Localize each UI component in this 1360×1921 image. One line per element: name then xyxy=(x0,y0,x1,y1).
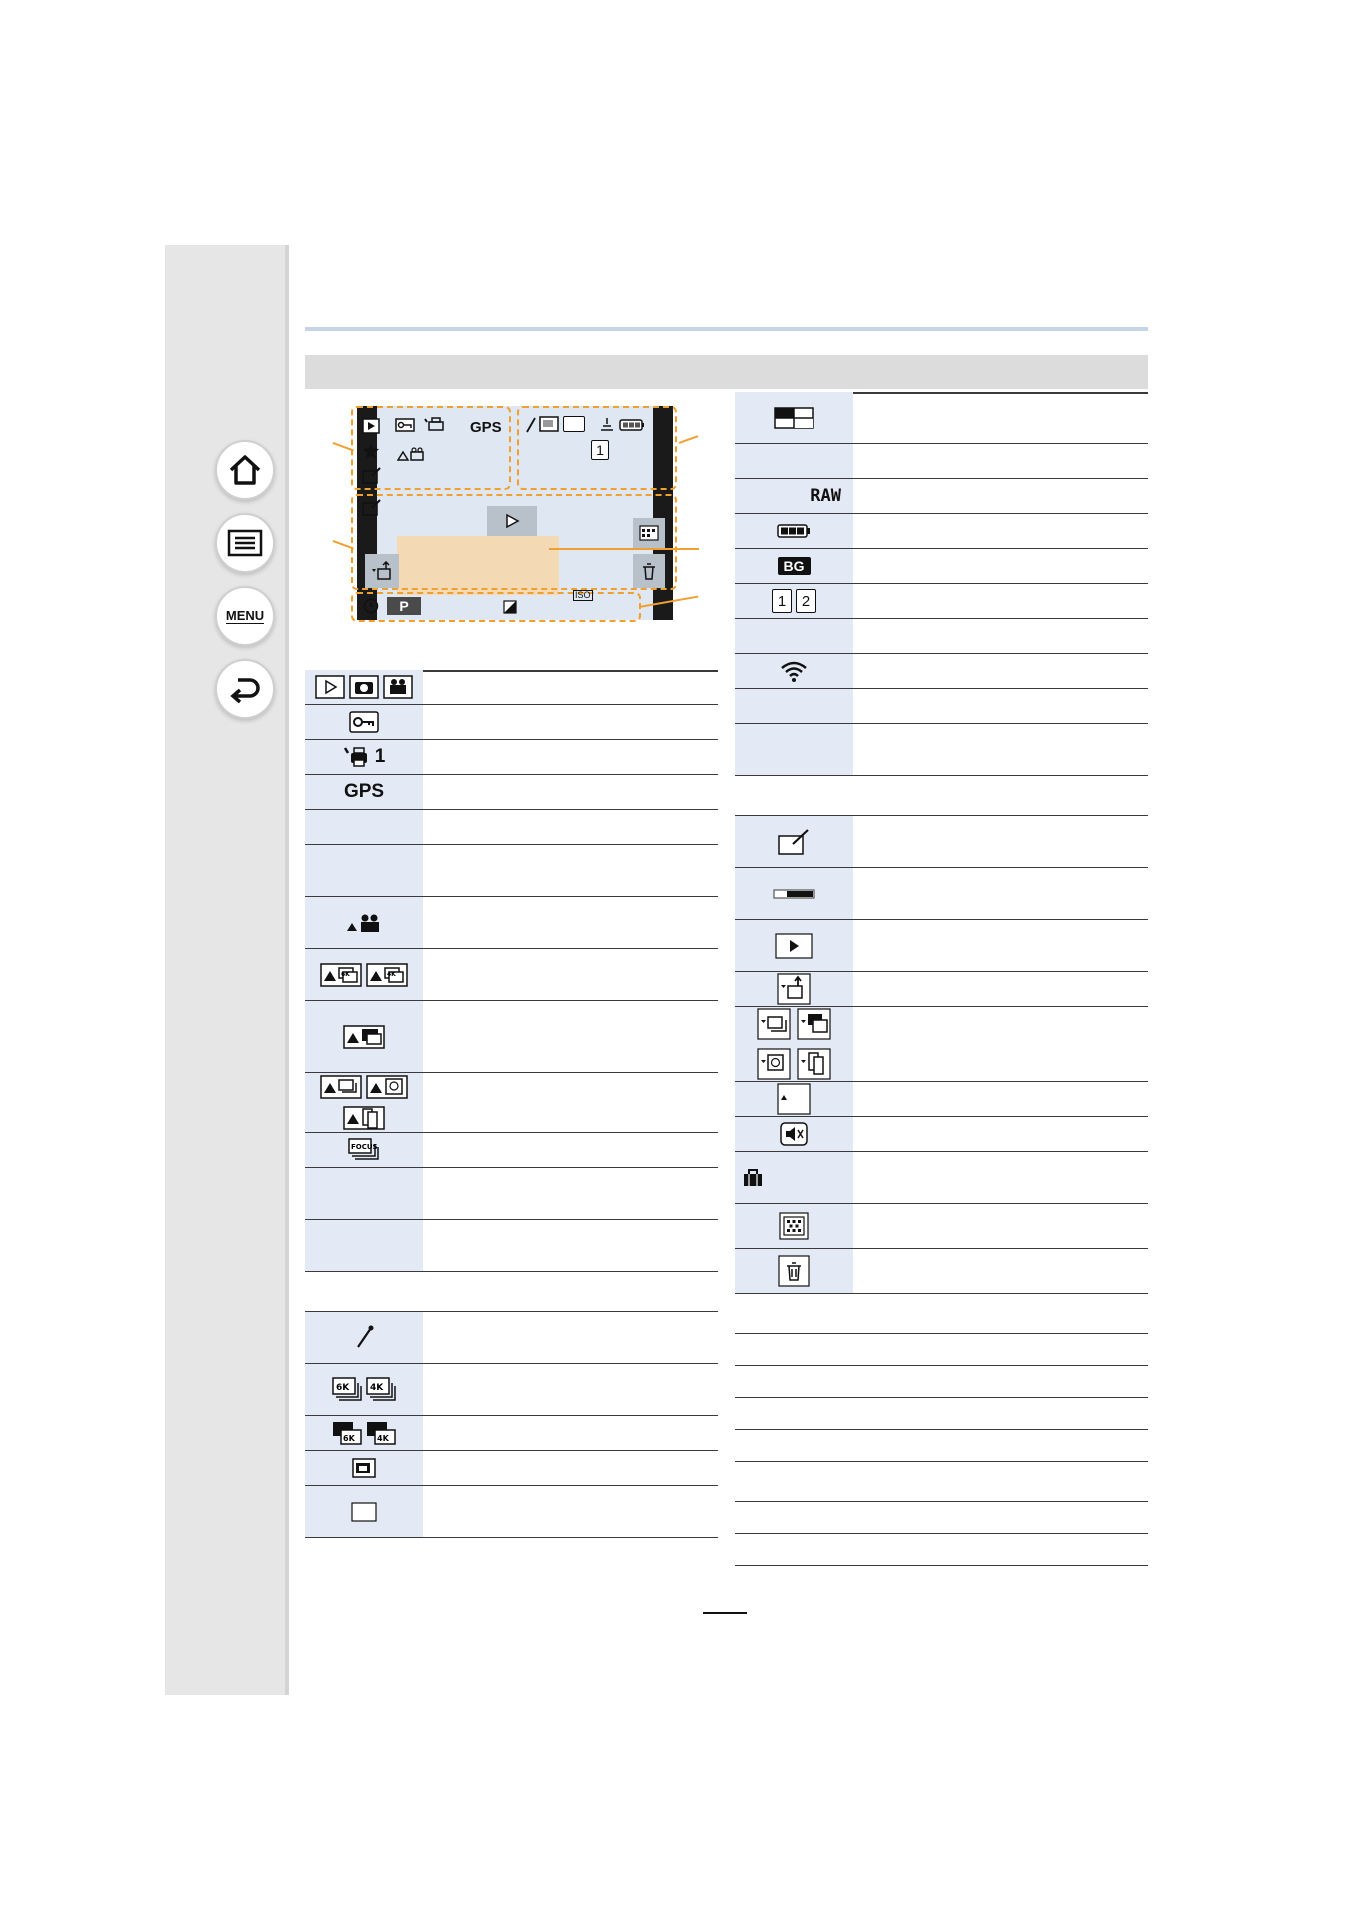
description-cell xyxy=(423,1220,718,1271)
group-save-button[interactable] xyxy=(365,554,399,588)
table-row xyxy=(735,972,1148,1007)
table-row xyxy=(735,1249,1148,1294)
gps-label: GPS xyxy=(343,781,385,802)
video-group-icon xyxy=(345,913,383,933)
description-cell xyxy=(423,1451,718,1485)
icon-cell xyxy=(305,1133,423,1167)
table-row xyxy=(305,1416,718,1451)
play-icon xyxy=(775,933,813,959)
section-header-bar xyxy=(305,355,1148,389)
icon-cell xyxy=(735,920,853,971)
stylus-icon xyxy=(353,1325,375,1351)
sd-card-icon xyxy=(599,416,615,432)
icon-cell xyxy=(305,845,423,896)
icon-cell xyxy=(305,740,423,774)
svg-text:6K: 6K xyxy=(341,970,350,978)
description-cell xyxy=(853,1152,1148,1203)
interval-save-icon xyxy=(757,1048,791,1080)
table-row xyxy=(735,584,1148,619)
description-cell xyxy=(853,619,1148,653)
table-row xyxy=(735,549,1148,584)
icon-cell xyxy=(305,1451,423,1485)
icon-cell xyxy=(305,897,423,948)
icon-cell xyxy=(735,1462,853,1501)
play-icon xyxy=(504,513,520,529)
trash-icon xyxy=(641,561,657,581)
suitcase-icon xyxy=(743,1169,763,1187)
icon-cell xyxy=(305,1486,423,1537)
description-cell xyxy=(853,549,1148,583)
table-row xyxy=(305,949,718,1001)
icon-cell xyxy=(735,689,853,723)
description-cell xyxy=(423,1312,718,1363)
icon-cell xyxy=(735,1398,853,1429)
description-cell xyxy=(853,1082,1148,1116)
icon-cell xyxy=(735,514,853,548)
return-arrow-icon xyxy=(228,674,262,704)
table-row xyxy=(305,1486,718,1538)
table-row xyxy=(305,1220,718,1272)
contents-button[interactable] xyxy=(215,513,275,573)
post-focus-group-icon xyxy=(343,1025,385,1049)
table-row xyxy=(305,1001,718,1073)
table-row xyxy=(735,1152,1148,1204)
description-cell xyxy=(853,1534,1148,1565)
edit-frame-icon xyxy=(777,828,811,856)
icon-cell xyxy=(735,1204,853,1248)
table-row xyxy=(735,724,1148,776)
icon-cell xyxy=(305,1001,423,1072)
table-row xyxy=(735,1204,1148,1249)
description-cell xyxy=(853,689,1148,723)
description-cell xyxy=(423,1168,718,1219)
page-number-rule xyxy=(703,1612,747,1614)
grid-view-icon xyxy=(639,525,659,541)
table-row xyxy=(735,689,1148,724)
6k-clip-icon xyxy=(332,1421,362,1445)
trash-icon xyxy=(778,1255,810,1287)
edit-frame-icon xyxy=(362,466,382,484)
description-cell xyxy=(853,972,1148,1006)
menu-label: MENU xyxy=(225,607,265,623)
icon-cell xyxy=(735,1294,853,1333)
picture-in-picture-icon xyxy=(539,416,559,432)
icon-cell xyxy=(735,1152,853,1203)
description-cell xyxy=(853,724,1148,775)
bg-badge-icon: BG xyxy=(778,557,811,575)
burst-save-icon xyxy=(757,1008,791,1040)
svg-text:4K: 4K xyxy=(377,1434,389,1443)
left-table xyxy=(305,670,718,1550)
screen-diagram xyxy=(357,406,673,620)
description-cell xyxy=(423,949,718,1000)
table-row xyxy=(735,1430,1148,1462)
table-row xyxy=(735,619,1148,654)
table-row xyxy=(735,1117,1148,1152)
table-row xyxy=(305,1272,718,1312)
table-row xyxy=(305,1168,718,1220)
table-row xyxy=(735,1007,1148,1082)
icon-cell xyxy=(305,670,423,704)
description-cell xyxy=(423,810,718,844)
grid-view-button[interactable] xyxy=(633,518,665,548)
battery-icon xyxy=(619,418,645,432)
burst-group-icon xyxy=(320,1075,362,1099)
icon-cell xyxy=(735,1366,853,1397)
print-count-value: 1 xyxy=(374,746,386,767)
icon-cell xyxy=(305,949,423,1000)
table-row xyxy=(305,1133,718,1168)
print-count-icon xyxy=(343,745,371,769)
timer-icon xyxy=(363,598,379,614)
icon-cell xyxy=(735,392,853,443)
home-icon xyxy=(227,453,263,487)
description-cell xyxy=(423,775,718,809)
icon-cell xyxy=(735,1117,853,1151)
video-icon xyxy=(383,675,413,699)
wifi-icon xyxy=(779,659,809,683)
icon-cell xyxy=(305,1073,423,1132)
stylus-icon xyxy=(525,416,537,434)
description-cell xyxy=(853,392,1148,443)
description-cell xyxy=(423,1416,718,1450)
menu-button[interactable] xyxy=(215,586,275,646)
description-cell xyxy=(853,1204,1148,1248)
svg-text:6K: 6K xyxy=(336,1382,350,1393)
blank-frame-icon xyxy=(351,1502,377,1522)
small-triangle-icon xyxy=(777,1083,811,1115)
description-cell xyxy=(853,444,1148,478)
description-cell xyxy=(853,1462,1148,1501)
description-cell xyxy=(423,897,718,948)
description-cell xyxy=(423,1364,718,1415)
icon-cell xyxy=(735,654,853,688)
4k-clip-icon xyxy=(366,1421,396,1445)
grid-view-icon xyxy=(779,1212,809,1240)
trash-button[interactable] xyxy=(633,554,665,588)
icon-cell xyxy=(735,479,853,513)
icon-cell xyxy=(305,1168,423,1219)
battery-icon xyxy=(777,523,811,539)
table-row xyxy=(305,740,718,775)
icon-cell xyxy=(735,868,853,919)
description-cell xyxy=(423,1001,718,1072)
table-row xyxy=(305,670,718,705)
table-row xyxy=(735,1334,1148,1366)
icon-cell xyxy=(735,776,853,815)
table-row xyxy=(735,479,1148,514)
icon-cell xyxy=(735,1249,853,1293)
icon-cell xyxy=(735,1502,853,1533)
svg-text:FOCUS: FOCUS xyxy=(351,1143,378,1151)
svg-text:4K: 4K xyxy=(387,970,396,978)
video-group-icon xyxy=(397,446,427,462)
description-cell xyxy=(853,1398,1148,1429)
table-row xyxy=(305,1364,718,1416)
header-rule xyxy=(305,327,1148,331)
list-icon xyxy=(227,529,263,557)
description-cell xyxy=(423,1272,718,1311)
interval-group-icon xyxy=(366,1075,408,1099)
description-cell xyxy=(853,1366,1148,1397)
card-number: 1 xyxy=(591,440,609,460)
table-row xyxy=(735,1462,1148,1502)
description-cell xyxy=(423,1073,718,1132)
aspect-split-icon xyxy=(774,407,814,429)
icon-cell xyxy=(735,972,853,1006)
icon-cell xyxy=(305,810,423,844)
sidebar xyxy=(165,245,289,1695)
description-cell xyxy=(853,920,1148,971)
description-cell xyxy=(853,1430,1148,1461)
description-cell xyxy=(853,1502,1148,1533)
description-cell xyxy=(853,514,1148,548)
svg-text:6K: 6K xyxy=(343,1434,355,1443)
icon-cell xyxy=(735,444,853,478)
icon-cell xyxy=(305,705,423,739)
table-row xyxy=(305,705,718,740)
description-cell xyxy=(853,816,1148,867)
description-cell xyxy=(853,1334,1148,1365)
description-cell xyxy=(853,1249,1148,1293)
mute-icon xyxy=(780,1122,808,1146)
6k-photo-icon xyxy=(332,1377,362,1403)
icon-cell xyxy=(735,724,853,775)
group-save-icon xyxy=(777,973,811,1005)
edit-frame-icon xyxy=(362,498,382,516)
icon-cell xyxy=(305,775,423,809)
icon-cell xyxy=(735,1007,853,1081)
back-button[interactable] xyxy=(215,659,275,719)
table-row xyxy=(735,1082,1148,1117)
description-cell xyxy=(423,1133,718,1167)
table-row xyxy=(735,816,1148,868)
description-cell xyxy=(853,584,1148,618)
icon-cell xyxy=(305,1272,423,1311)
icon-cell xyxy=(735,619,853,653)
focus-stack-icon xyxy=(348,1138,380,1162)
photo-icon xyxy=(349,675,379,699)
svg-text:4K: 4K xyxy=(370,1382,384,1393)
6k-save-icon xyxy=(797,1008,831,1040)
description-cell xyxy=(853,1117,1148,1151)
table-row xyxy=(735,868,1148,920)
icon-cell xyxy=(735,584,853,618)
icon-cell xyxy=(735,1082,853,1116)
icon-cell xyxy=(305,1312,423,1363)
table-row xyxy=(735,514,1148,549)
stopmotion-save-icon xyxy=(797,1048,831,1080)
table-row xyxy=(735,1534,1148,1566)
screen-gps-label: GPS xyxy=(470,419,502,436)
description-cell xyxy=(423,1486,718,1537)
table-row xyxy=(735,1398,1148,1430)
table-row xyxy=(305,897,718,949)
description-cell xyxy=(423,740,718,774)
leader-line-4 xyxy=(549,548,699,550)
description-cell xyxy=(423,670,718,704)
table-row xyxy=(735,392,1148,444)
description-cell xyxy=(423,705,718,739)
6k-burst-group-icon xyxy=(320,963,362,987)
4k-burst-group-icon xyxy=(366,963,408,987)
icon-cell xyxy=(735,1430,853,1461)
favorite-star-icon xyxy=(362,442,380,460)
description-cell xyxy=(853,1007,1148,1081)
icon-cell xyxy=(305,1220,423,1271)
description-cell xyxy=(853,868,1148,919)
play-mode-icon xyxy=(315,675,345,699)
table-row xyxy=(735,1294,1148,1334)
print-count-icon xyxy=(423,416,447,434)
table-row xyxy=(735,1366,1148,1398)
table-row xyxy=(305,1312,718,1364)
table-row xyxy=(305,1073,718,1133)
iso-label: ISO xyxy=(575,590,591,600)
picture-in-picture-icon xyxy=(352,1458,376,1478)
description-cell xyxy=(423,845,718,896)
group-save-icon xyxy=(370,561,394,581)
table-row xyxy=(735,776,1148,816)
table-row xyxy=(305,845,718,897)
protect-key-icon xyxy=(395,418,415,432)
mode-p-badge: P xyxy=(387,597,421,615)
protect-key-icon xyxy=(349,711,379,733)
card-slot-icon: 2 xyxy=(796,589,816,613)
description-cell xyxy=(853,1294,1148,1333)
table-row xyxy=(305,775,718,810)
leader-line-3 xyxy=(679,435,698,443)
table-row xyxy=(305,810,718,845)
description-cell xyxy=(853,776,1148,815)
description-cell xyxy=(853,654,1148,688)
exposure-comp-icon xyxy=(503,600,521,614)
icon-cell xyxy=(305,1364,423,1415)
table-row xyxy=(735,1502,1148,1534)
play-mode-icon xyxy=(362,418,380,434)
raw-label: RAW xyxy=(810,486,841,506)
icon-cell xyxy=(735,1534,853,1565)
icon-cell xyxy=(735,1334,853,1365)
right-table xyxy=(735,392,1148,1582)
progress-bar-icon xyxy=(773,887,815,901)
icon-cell xyxy=(305,1416,423,1450)
table-row xyxy=(735,444,1148,479)
stopmotion-group-icon xyxy=(343,1106,385,1130)
play-button[interactable] xyxy=(487,506,537,536)
blank-frame-icon xyxy=(563,416,585,432)
table-row xyxy=(735,654,1148,689)
table-row xyxy=(305,1451,718,1486)
table-row xyxy=(735,920,1148,972)
card-slot-icon: 1 xyxy=(772,589,792,613)
icon-cell xyxy=(735,549,853,583)
home-button[interactable] xyxy=(215,440,275,500)
4k-photo-icon xyxy=(366,1377,396,1403)
icon-cell xyxy=(735,816,853,867)
description-cell xyxy=(853,479,1148,513)
